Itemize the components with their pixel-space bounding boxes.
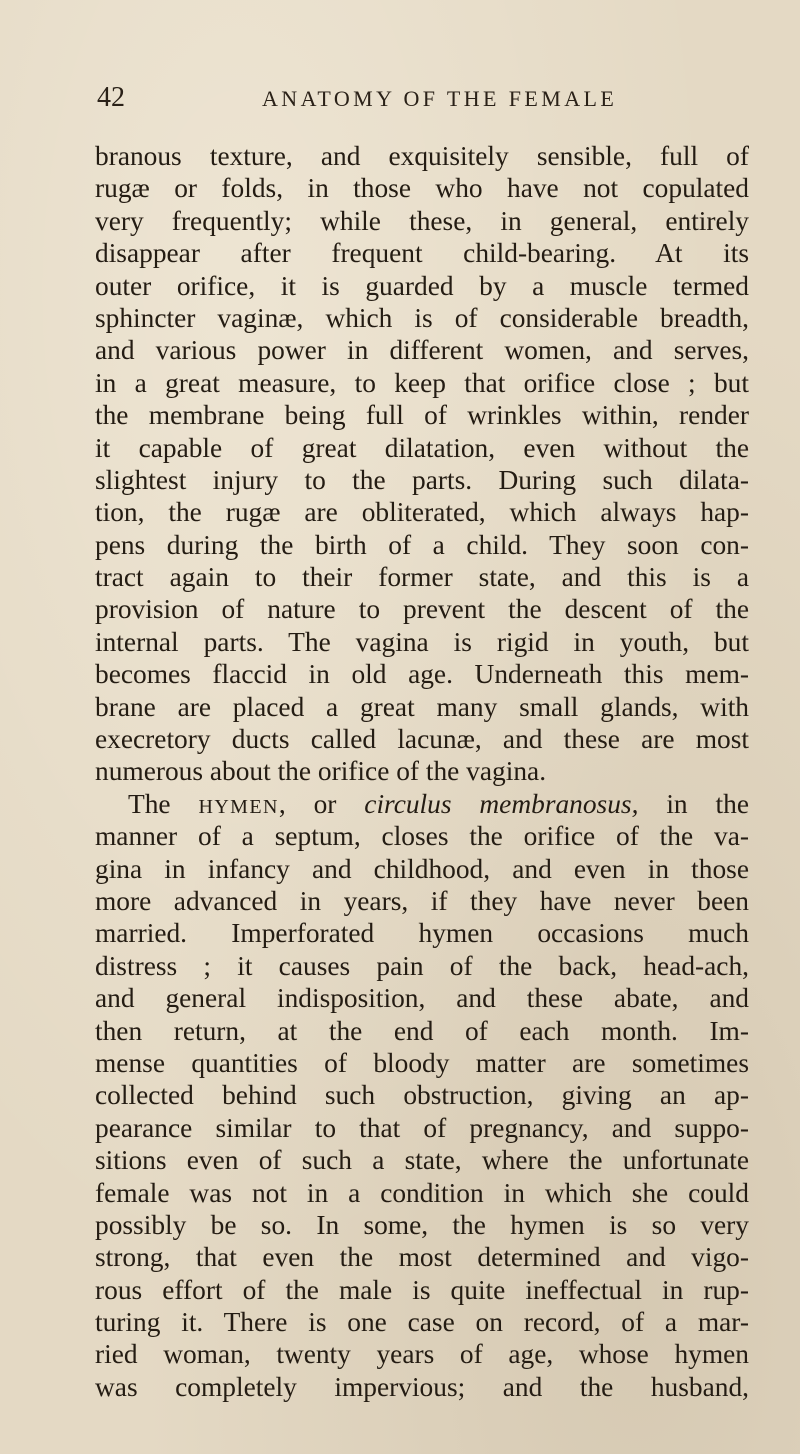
text-line: was completely impervious; and the husband, [95, 1371, 749, 1402]
text-line: ried woman, twenty years of age, whose hymen [95, 1339, 749, 1370]
text-line: female was not in a condition in which she could [95, 1177, 749, 1208]
text-line: strong, that even the most determined and vigo- [95, 1242, 749, 1273]
text-line: gina in infancy and childhood, and even in those [95, 853, 749, 884]
text-line-paragraph-end: numerous about the orifice of the vagina. [95, 756, 547, 787]
text-line: tion, the rugæ are obliterated, which always hap- [95, 497, 749, 528]
text-line: very frequently; while these, in general, entirely [95, 205, 749, 236]
text-line: internal parts. The vagina is rigid in youth, but [95, 626, 749, 657]
text-fragment: , or [278, 788, 365, 819]
text-fragment: in the [638, 788, 749, 819]
text-line: branous texture, and exquisitely sensible, full of [95, 141, 749, 171]
text-line: distress ; it causes pain of the back, head-ach, [95, 950, 749, 981]
text-line: rous effort of the male is quite ineffectual in rup- [95, 1274, 749, 1305]
page-header [0, 78, 800, 118]
text-line: mense quantities of bloody matter are sometimes [95, 1047, 749, 1078]
text-line: rugæ or folds, in those who have not copulated [95, 173, 749, 204]
text-line: pens during the birth of a child. They soon con- [95, 529, 749, 560]
text-line: slightest injury to the parts. During such dilata- [95, 464, 749, 495]
text-line: disappear after frequent child-bearing. At its [95, 238, 749, 269]
text-line: brane are placed a great many small glands, with [95, 691, 749, 722]
small-caps-term: HYMEN [198, 795, 279, 818]
text-fragment: The [128, 788, 199, 819]
text-line: then return, at the end of each month. Im- [95, 1015, 749, 1046]
text-line: the membrane being full of wrinkles within, render [95, 400, 749, 431]
page-number: 42 [97, 82, 125, 113]
text-line: execretory ducts called lacunæ, and these are most [95, 724, 749, 755]
text-line: outer orifice, it is guarded by a muscle termed [95, 270, 749, 301]
text-line: and general indisposition, and these abate, and [95, 983, 749, 1014]
body-text [95, 140, 749, 1403]
text-line: pearance similar to that of pregnancy, and suppo- [95, 1112, 749, 1143]
text-line: collected behind such obstruction, giving an ap- [95, 1080, 749, 1111]
text-line: turing it. There is one case on record, of a mar- [95, 1307, 749, 1338]
text-line: becomes flaccid in old age. Underneath this mem- [95, 659, 749, 690]
text-line: provision of nature to prevent the descent of the [95, 594, 749, 625]
text-line: married. Imperforated hymen occasions much [95, 918, 749, 949]
text-line: sitions even of such a state, where the unfortunate [95, 1145, 749, 1176]
text-line: tract again to their former state, and this is a [95, 562, 749, 593]
text-line: and various power in different women, and serves, [95, 335, 749, 366]
running-head: ANATOMY OF THE FEMALE [262, 86, 618, 111]
text-line: possibly be so. In some, the hymen is so very [95, 1209, 749, 1240]
text-line: more advanced in years, if they have never been [95, 885, 749, 916]
paragraph-start-line [95, 788, 749, 820]
italic-latin-term: circulus membranosus, [364, 788, 639, 819]
text-line: it capable of great dilatation, even without the [95, 432, 749, 463]
text-line: sphincter vaginæ, which is of considerable breadth, [95, 302, 749, 333]
text-line: manner of a septum, closes the orifice of the va- [95, 821, 749, 852]
text-line: in a great measure, to keep that orifice close ; but [95, 367, 749, 398]
